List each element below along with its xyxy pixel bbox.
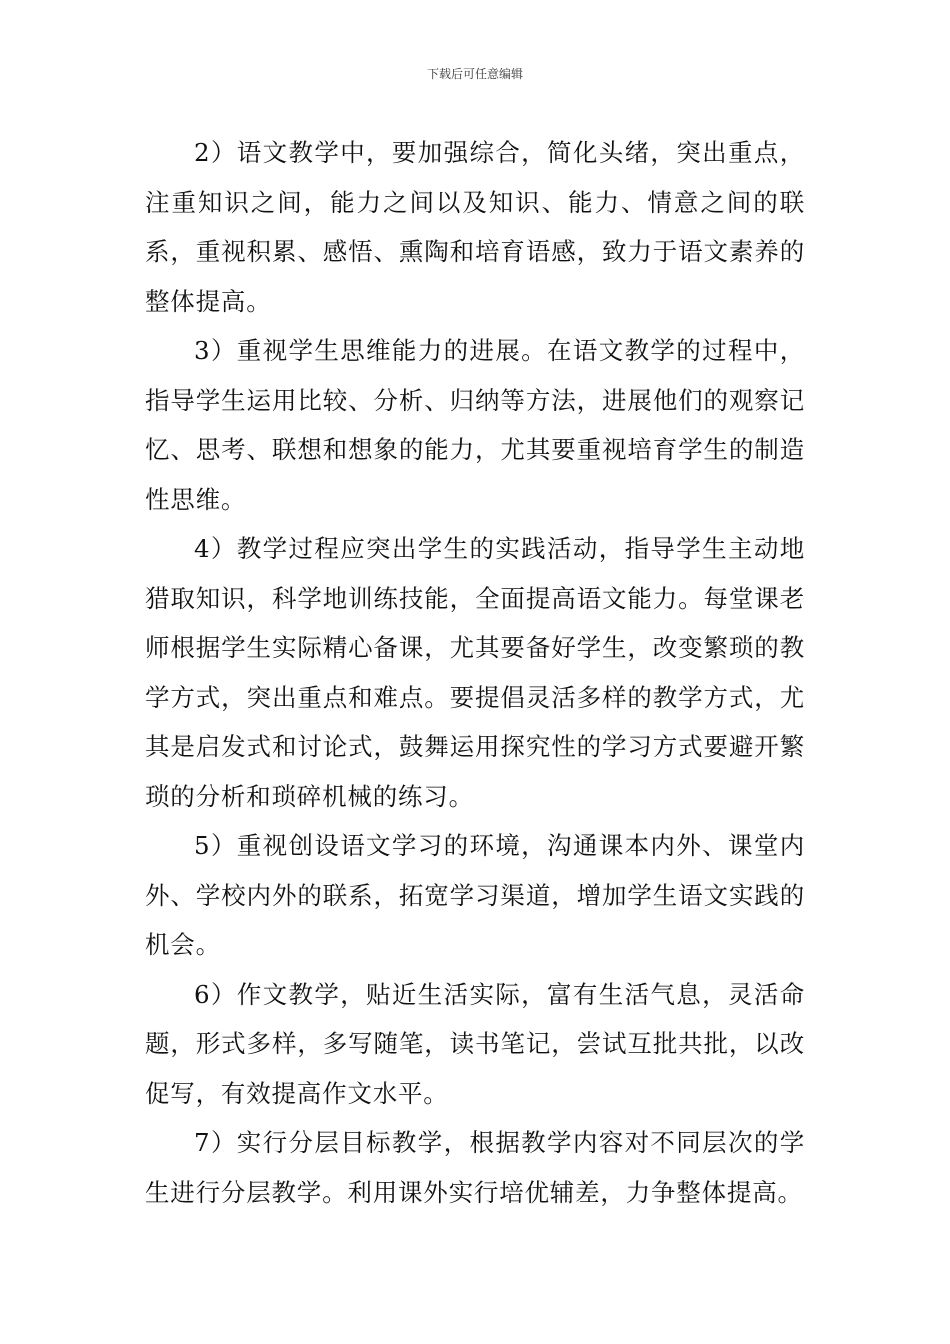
paragraph-5: 5）重视创设语文学习的环境，沟通课本内外、课堂内外、学校内外的联系，拓宽学习渠道，增加学生语文实践的机会。: [145, 831, 805, 959]
paragraph-3: 3）重视学生思维能力的进展。在语文教学的过程中，指导学生运用比较、分析、归纳等方法，进展他们的观察记忆、思考、联想和想象的能力，尤其要重视培育学生的制造性思维。: [145, 336, 805, 514]
page-header: 下载后可任意编辑: [426, 67, 523, 81]
paragraph-4: 4）教学过程应突出学生的实践活动，指导学生主动地猎取知识，科学地训练技能，全面提高语文能力。每堂课老师根据学生实际精心备课，尤其要备好学生，改变繁琐的教学方式，突出重点和难点。要提倡灵活多样的教学方式，尤其是启发式和讨论式，鼓舞运用探究性的学习方式要避开繁琐的分析和琐碎机械的练习。: [145, 534, 805, 811]
paragraph-2: 2）语文教学中，要加强综合，简化头绪，突出重点，注重知识之间，能力之间以及知识、能力、情意之间的联系，重视积累、感悟、熏陶和培育语感，致力于语文素养的整体提高。: [145, 138, 805, 316]
paragraph-6: 6）作文教学，贴近生活实际，富有生活气息，灵活命题，形式多样，多写随笔，读书笔记，尝试互批共批，以改促写，有效提高作文水平。: [145, 979, 805, 1108]
paragraph-7: 7）实行分层目标教学，根据教学内容对不同层次的学生进行分层教学。利用课外实行培优辅差，力争整体提高。: [145, 1128, 805, 1207]
document-body: [145, 128, 805, 1217]
